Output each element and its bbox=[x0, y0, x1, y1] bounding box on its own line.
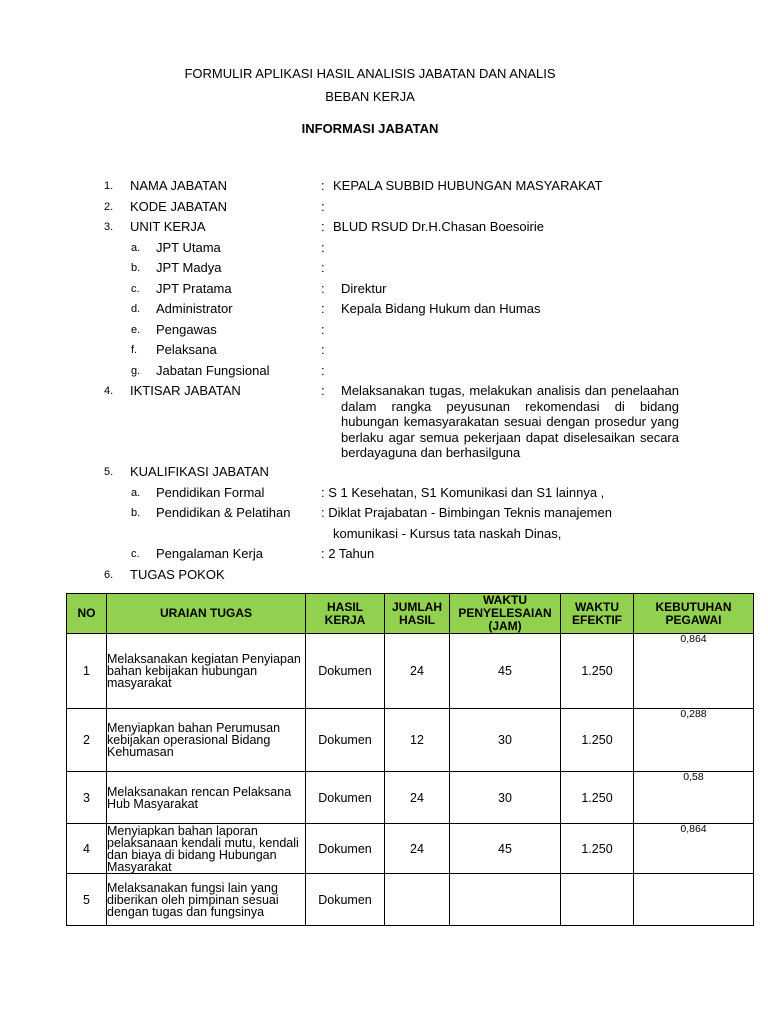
cell-hasil: Dokumen bbox=[306, 634, 385, 709]
sub-value: : S 1 Kesehatan, S1 Komunikasi dan S1 lainnya , bbox=[321, 485, 605, 500]
header-no: NO bbox=[67, 594, 107, 634]
sub-colon: : bbox=[321, 260, 325, 275]
cell-waktu bbox=[450, 874, 561, 926]
cell-efektif: 1.250 bbox=[561, 634, 634, 709]
cell-uraian: Melaksanakan kegiatan Penyiapan bahan kebijakan hubungan masyarakat bbox=[107, 634, 306, 709]
cell-no: 3 bbox=[67, 772, 107, 824]
item-label: KODE JABATAN bbox=[130, 199, 228, 214]
item-label: NAMA JABATAN bbox=[130, 178, 228, 193]
cell-hasil: Dokumen bbox=[306, 772, 385, 824]
kebutuhan-value: 0,864 bbox=[680, 633, 707, 645]
cell-jumlah: 12 bbox=[385, 709, 450, 772]
item-number: 1. bbox=[104, 180, 114, 192]
header-kebutuhan-pegawai: KEBUTUHAN PEGAWAI bbox=[634, 594, 754, 634]
cell-efektif: 1.250 bbox=[561, 824, 634, 874]
item-number: 5. bbox=[104, 466, 114, 478]
iktisar-paragraph: Melaksanakan tugas, melakukan analisis dan penelaahan dalam rangka peyusunan rekomendasi di bidang hubungan kemasyarakatan sesuai dengan prosedur yang berlaku agar semua pekerjaan dapat diselesaikan secara berdayaguna dan berhasilguna bbox=[341, 383, 679, 460]
cell-kebutuhan bbox=[634, 772, 754, 824]
header-uraian-tugas: URAIAN TUGAS bbox=[107, 594, 306, 634]
header-hasil-kerja: HASIL KERJA bbox=[306, 594, 385, 634]
document-title-line2: BEBAN KERJA bbox=[325, 89, 415, 104]
item-label: UNIT KERJA bbox=[130, 219, 206, 234]
tugas-pokok-table bbox=[66, 593, 754, 926]
sub-colon: : bbox=[321, 322, 325, 337]
item-label: TUGAS POKOK bbox=[130, 567, 225, 582]
cell-jumlah: 24 bbox=[385, 824, 450, 874]
sub-value: : 2 Tahun bbox=[321, 546, 375, 561]
cell-hasil: Dokumen bbox=[306, 824, 385, 874]
item-number: 6. bbox=[104, 569, 114, 581]
item-colon: : bbox=[321, 219, 325, 234]
sub-letter: b. bbox=[131, 507, 141, 519]
sub-letter: d. bbox=[131, 303, 141, 315]
sub-value: Direktur bbox=[341, 281, 387, 296]
sub-letter: c. bbox=[131, 548, 140, 560]
sub-letter: g. bbox=[131, 365, 141, 377]
cell-no: 2 bbox=[67, 709, 107, 772]
cell-jumlah: 24 bbox=[385, 634, 450, 709]
table-row bbox=[67, 709, 754, 772]
item-number: 2. bbox=[104, 201, 114, 213]
header-waktu-efektif: WAKTU EFEKTIF bbox=[561, 594, 634, 634]
kebutuhan-value: 0,288 bbox=[680, 708, 707, 720]
cell-efektif bbox=[561, 874, 634, 926]
cell-kebutuhan bbox=[634, 824, 754, 874]
cell-uraian: Menyiapkan bahan Perumusan kebijakan operasional Bidang Kehumasan bbox=[107, 709, 306, 772]
table-row bbox=[67, 874, 754, 926]
cell-uraian: Melaksanakan rencan Pelaksana Hub Masyarakat bbox=[107, 772, 306, 824]
item-number: 4. bbox=[104, 385, 114, 397]
sub-colon: : bbox=[321, 301, 325, 316]
sub-label: Jabatan Fungsional bbox=[156, 363, 270, 378]
sub-label: Pengalaman Kerja bbox=[156, 546, 263, 561]
cell-waktu: 30 bbox=[450, 709, 561, 772]
sub-label: Pendidikan & Pelatihan bbox=[156, 505, 291, 520]
header-jumlah-hasil: JUMLAH HASIL bbox=[385, 594, 450, 634]
cell-hasil: Dokumen bbox=[306, 709, 385, 772]
cell-jumlah: 24 bbox=[385, 772, 450, 824]
cell-no: 5 bbox=[67, 874, 107, 926]
item-value: KEPALA SUBBID HUBUNGAN MASYARAKAT bbox=[333, 178, 603, 193]
sub-colon: : bbox=[321, 363, 325, 378]
table-row bbox=[67, 824, 754, 874]
sub-value: : Diklat Prajabatan - Bimbingan Teknis manajemen bbox=[321, 505, 612, 520]
sub-value-continued: komunikasi - Kursus tata naskah Dinas, bbox=[333, 526, 562, 541]
sub-letter: a. bbox=[131, 487, 141, 499]
cell-kebutuhan bbox=[634, 634, 754, 709]
header-waktu-penyelesaian: WAKTU PENYELESAIAN (JAM) bbox=[450, 594, 561, 634]
sub-label: JPT Pratama bbox=[156, 281, 232, 296]
cell-kebutuhan bbox=[634, 709, 754, 772]
sub-label: Pengawas bbox=[156, 322, 217, 337]
sub-letter: e. bbox=[131, 324, 141, 336]
cell-uraian: Menyiapkan bahan laporan pelaksanaan kendali mutu, kendali dan biaya di bidang Hubungan Masyarakat bbox=[107, 824, 306, 874]
item-label: IKTISAR JABATAN bbox=[130, 383, 241, 398]
cell-waktu: 45 bbox=[450, 634, 561, 709]
sub-label: JPT Utama bbox=[156, 240, 221, 255]
sub-colon: : bbox=[321, 342, 325, 357]
item-colon: : bbox=[321, 178, 325, 193]
kebutuhan-value: 0,864 bbox=[680, 823, 707, 835]
sub-letter: a. bbox=[131, 242, 141, 254]
section-title: INFORMASI JABATAN bbox=[301, 121, 439, 136]
sub-label: Administrator bbox=[156, 301, 233, 316]
item-number: 3. bbox=[104, 221, 114, 233]
cell-no: 1 bbox=[67, 634, 107, 709]
cell-kebutuhan bbox=[634, 874, 754, 926]
sub-colon: : bbox=[321, 240, 325, 255]
sub-label: Pendidikan Formal bbox=[156, 485, 265, 500]
cell-no: 4 bbox=[67, 824, 107, 874]
table-row bbox=[67, 772, 754, 824]
table-header-row bbox=[67, 594, 754, 634]
sub-label: JPT Madya bbox=[156, 260, 222, 275]
item-colon: : bbox=[321, 199, 325, 214]
cell-hasil: Dokumen bbox=[306, 874, 385, 926]
table-row bbox=[67, 634, 754, 709]
kebutuhan-value: 0,58 bbox=[683, 771, 704, 783]
item-value: BLUD RSUD Dr.H.Chasan Boesoirie bbox=[333, 219, 544, 234]
document-title-line1: FORMULIR APLIKASI HASIL ANALISIS JABATAN DAN ANALIS bbox=[184, 66, 556, 81]
item-label: KUALIFIKASI JABATAN bbox=[130, 464, 269, 479]
sub-value: Kepala Bidang Hukum dan Humas bbox=[341, 301, 541, 316]
sub-letter: c. bbox=[131, 283, 140, 295]
cell-efektif: 1.250 bbox=[561, 709, 634, 772]
sub-label: Pelaksana bbox=[156, 342, 217, 357]
cell-efektif: 1.250 bbox=[561, 772, 634, 824]
item-colon: : bbox=[321, 383, 325, 398]
cell-uraian: Melaksanakan fungsi lain yang diberikan oleh pimpinan sesuai dengan tugas dan fungsinya bbox=[107, 874, 306, 926]
cell-waktu: 30 bbox=[450, 772, 561, 824]
sub-letter: f. bbox=[131, 344, 138, 356]
sub-colon: : bbox=[321, 281, 325, 296]
cell-jumlah bbox=[385, 874, 450, 926]
cell-waktu: 45 bbox=[450, 824, 561, 874]
sub-letter: b. bbox=[131, 262, 141, 274]
